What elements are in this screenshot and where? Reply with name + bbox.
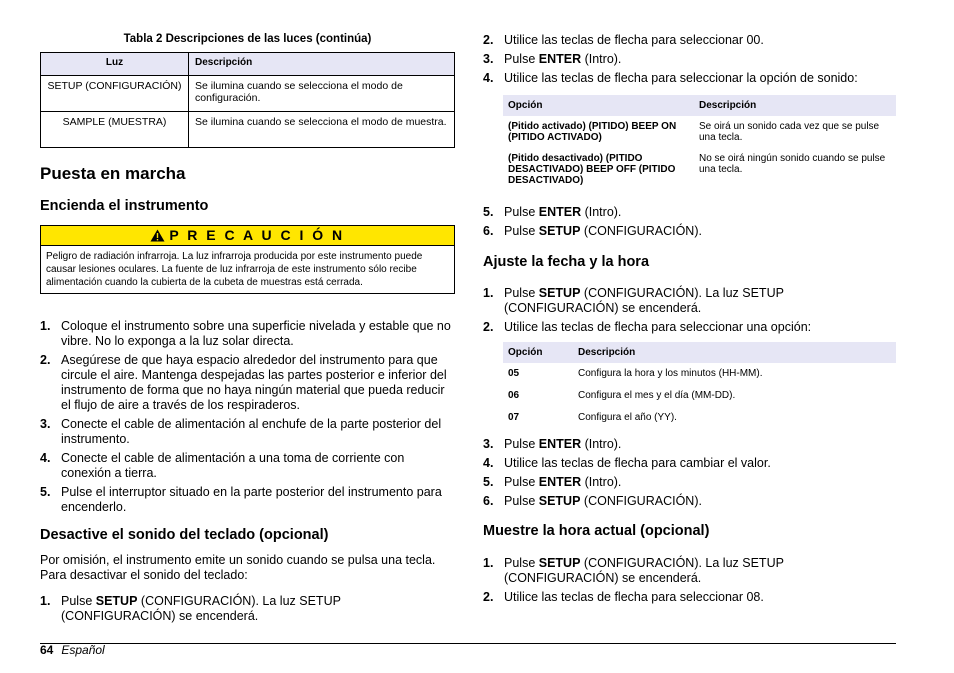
table-header-row xyxy=(503,342,896,363)
table-row xyxy=(41,76,455,112)
column-header-opcion: Opción xyxy=(503,342,573,363)
list-item: 4. Utilice las teclas de flecha para seleccionar la opción de sonido: xyxy=(483,71,858,85)
option-description: Configura el mes y el día (MM-DD). xyxy=(578,390,736,401)
table-caption: Tabla 2 Descripciones de las luces (continúa) xyxy=(123,33,372,45)
light-description: Se ilumina cuando se selecciona el modo de configuración. xyxy=(189,76,455,112)
subsection-title-show-time: Muestre la hora actual (opcional) xyxy=(483,523,710,539)
list-item: 2. Asegúrese de que haya espacio alrededor del instrumento para que circule el aire. Mantenga despejadas las partes posterior e inferior del instrumento de forma que no haya ningún material que pueda reducir el flujo de aire a través de los respiraderos. xyxy=(40,353,447,412)
option-name: (Pitido activado) (PITIDO) BEEP ON (PITIDO ACTIVADO) xyxy=(508,121,677,143)
option-code: 06 xyxy=(508,390,520,401)
list-item: 5. Pulse ENTER (Intro). xyxy=(483,205,622,219)
keypad-sound-intro: Por omisión, el instrumento emite un sonido cuando se pulsa una tecla. Para desactivar el sonido del teclado: xyxy=(40,553,436,582)
warning-triangle-icon xyxy=(150,228,165,247)
table-row xyxy=(503,148,896,191)
caution-box xyxy=(40,225,455,294)
power-on-steps xyxy=(40,319,453,519)
list-item: 1. Pulse SETUP (CONFIGURACIÓN). La luz SETUP (CONFIGURACIÓN) se encenderá. xyxy=(483,286,784,315)
keypad-sound-steps-b xyxy=(483,205,896,243)
list-item: 3. Conecte el cable de alimentación al enchufe de la parte posterior del instrumento. xyxy=(40,417,442,446)
subsection-title-keypad-sound: Desactive el sonido del teclado (opcional) xyxy=(40,527,329,543)
section-title: Puesta en marcha xyxy=(40,164,186,183)
caution-label: P R E C A U C I Ó N xyxy=(169,227,345,243)
date-time-steps-a xyxy=(483,286,896,339)
option-description: Se oirá un sonido cada vez que se pulse una tecla. xyxy=(699,121,880,143)
table-header-row xyxy=(503,95,896,116)
option-code: 07 xyxy=(508,412,520,423)
table-row xyxy=(503,407,896,429)
keypad-sound-step-1 xyxy=(40,594,453,628)
column-header-luz: Luz xyxy=(41,53,189,76)
column-header-descripcion: Descripción xyxy=(573,342,896,363)
column-header-opcion: Opción xyxy=(503,95,694,116)
list-item: 6. Pulse SETUP (CONFIGURACIÓN). xyxy=(483,494,702,508)
page-number: 64 xyxy=(40,643,54,657)
table-row xyxy=(503,363,896,385)
page-footer xyxy=(40,643,105,657)
option-description: Configura el año (YY). xyxy=(578,412,677,423)
table-header-row xyxy=(41,53,455,76)
list-item: 2. Utilice las teclas de flecha para seleccionar 00. xyxy=(483,33,764,47)
list-item: 2. Utilice las teclas de flecha para seleccionar una opción: xyxy=(483,320,812,334)
list-item: 6. Pulse SETUP (CONFIGURACIÓN). xyxy=(483,224,702,238)
lights-table xyxy=(40,52,455,148)
list-item: 1. Pulse SETUP (CONFIGURACIÓN). La luz SETUP (CONFIGURACIÓN) se encenderá. xyxy=(483,556,784,585)
list-item: 5. Pulse el interruptor situado en la parte posterior del instrumento para encenderlo. xyxy=(40,485,442,514)
table-row xyxy=(41,112,455,148)
option-description: No se oirá ningún sonido cuando se pulse una tecla. xyxy=(699,153,886,175)
list-item: 5. Pulse ENTER (Intro). xyxy=(483,475,622,489)
option-name: (Pitido desactivado) (PITIDO DESACTIVADO) BEEP OFF (PITIDO DESACTIVADO) xyxy=(508,153,676,186)
date-time-steps-b xyxy=(483,437,896,513)
list-item: 4. Conecte el cable de alimentación a una toma de corriente con conexión a tierra. xyxy=(40,451,405,480)
sound-options-table xyxy=(503,95,896,191)
list-item: 2. Utilice las teclas de flecha para seleccionar 08. xyxy=(483,590,764,604)
date-time-options-table xyxy=(503,342,896,429)
caution-text: Peligro de radiación infrarroja. La luz infrarroja producida por este instrumento puede causar lesiones oculares. La fuente de luz infrarroja de este instrumento sólo recibe alimentación cuando la cubierta de la cubeta de muestras está cerrada. xyxy=(46,251,423,288)
table-row xyxy=(503,116,896,148)
option-code: 05 xyxy=(508,368,520,379)
show-time-steps xyxy=(483,556,896,609)
list-item: 1. Pulse SETUP (CONFIGURACIÓN). La luz SETUP (CONFIGURACIÓN) se encenderá. xyxy=(40,594,341,623)
light-name: SAMPLE (MUESTRA) xyxy=(41,112,189,148)
list-item: 3. Pulse ENTER (Intro). xyxy=(483,52,622,66)
column-header-descripcion: Descripción xyxy=(694,95,896,116)
subsection-title-power-on: Encienda el instrumento xyxy=(40,198,209,214)
footer-language: Español xyxy=(61,643,105,657)
light-description: Se ilumina cuando se selecciona el modo de muestra. xyxy=(189,112,455,148)
list-item: 3. Pulse ENTER (Intro). xyxy=(483,437,622,451)
option-description: Configura la hora y los minutos (HH-MM). xyxy=(578,368,763,379)
subsection-title-date-time: Ajuste la fecha y la hora xyxy=(483,254,650,270)
column-header-descripcion: Descripción xyxy=(189,53,455,76)
keypad-sound-steps-a xyxy=(483,33,896,90)
caution-header xyxy=(41,226,454,246)
light-name: SETUP (CONFIGURACIÓN) xyxy=(41,76,189,112)
list-item: 1. Coloque el instrumento sobre una superficie nivelada y estable que no vibre. No lo exponga a la luz solar directa. xyxy=(40,319,451,348)
footer-divider xyxy=(40,643,896,644)
table-row xyxy=(503,385,896,407)
list-item: 4. Utilice las teclas de flecha para cambiar el valor. xyxy=(483,456,771,470)
